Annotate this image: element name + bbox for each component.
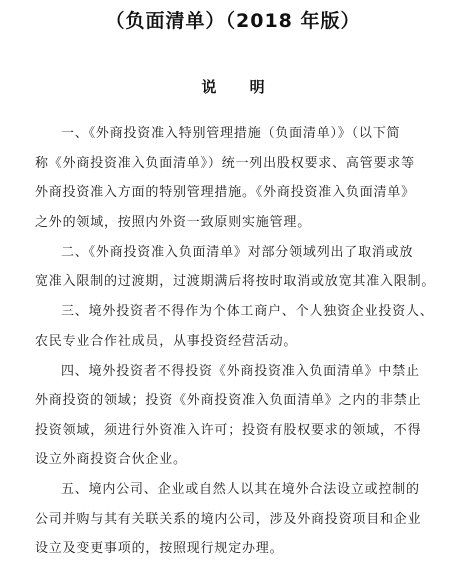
paragraph-line: 称《外商投资准入负面清单》）统一列出股权要求、高管要求等 <box>35 155 415 171</box>
paragraph-line: 外商投资准入方面的特别管理措施。《外商投资准入负面清单》 <box>35 185 415 200</box>
paragraph-line: 一、《外商投资准入特别管理措施（负面清单）》（以下简 <box>61 126 401 141</box>
paragraph-3 <box>35 297 447 356</box>
paragraph-line: 设立外商投资合伙企业。 <box>35 452 187 467</box>
paragraph-line: 四、境外投资者不得投资《外商投资准入负面清单》中禁止 <box>61 363 420 379</box>
paragraph-line: 投资领域，须进行外资准入许可；投资有股权要求的领域，不得 <box>35 422 422 438</box>
paragraph-5 <box>35 475 447 564</box>
paragraph-line: 设立及变更事项的，按照现行规定办理。 <box>35 541 284 556</box>
document-body <box>35 119 447 564</box>
paragraph-line: 之外的领域，按照内外资一致原则实施管理。 <box>35 214 312 230</box>
document-title: （负面清单）（2018 年版） <box>105 10 361 32</box>
paragraph-line: 公司并购与其有关联关系的境内公司，涉及外商投资项目和企业 <box>35 511 422 527</box>
paragraph-line: 农民专业合作社成员，从事投资经营活动。 <box>35 333 298 349</box>
paragraph-2 <box>35 238 447 297</box>
paragraph-line: 五、境内公司、企业或自然人以其在境外合法设立或控制的 <box>61 482 420 497</box>
paragraph-line: 宽准入限制的过渡期，过渡期满后将按时取消或放宽其准入限制。 <box>35 274 436 289</box>
paragraph-line: 外商投资的领域；投资《外商投资准入负面清单》之内的非禁止 <box>35 393 422 408</box>
paragraph-line: 三、境外投资者不得作为个体工商户、个人独资企业投资人、 <box>61 304 434 319</box>
paragraph-1 <box>35 119 447 237</box>
section-heading: 说 明 <box>201 78 279 96</box>
paragraph-4 <box>35 357 447 475</box>
paragraph-line: 二、《外商投资准入负面清单》对部分领域列出了取消或放 <box>61 244 414 260</box>
